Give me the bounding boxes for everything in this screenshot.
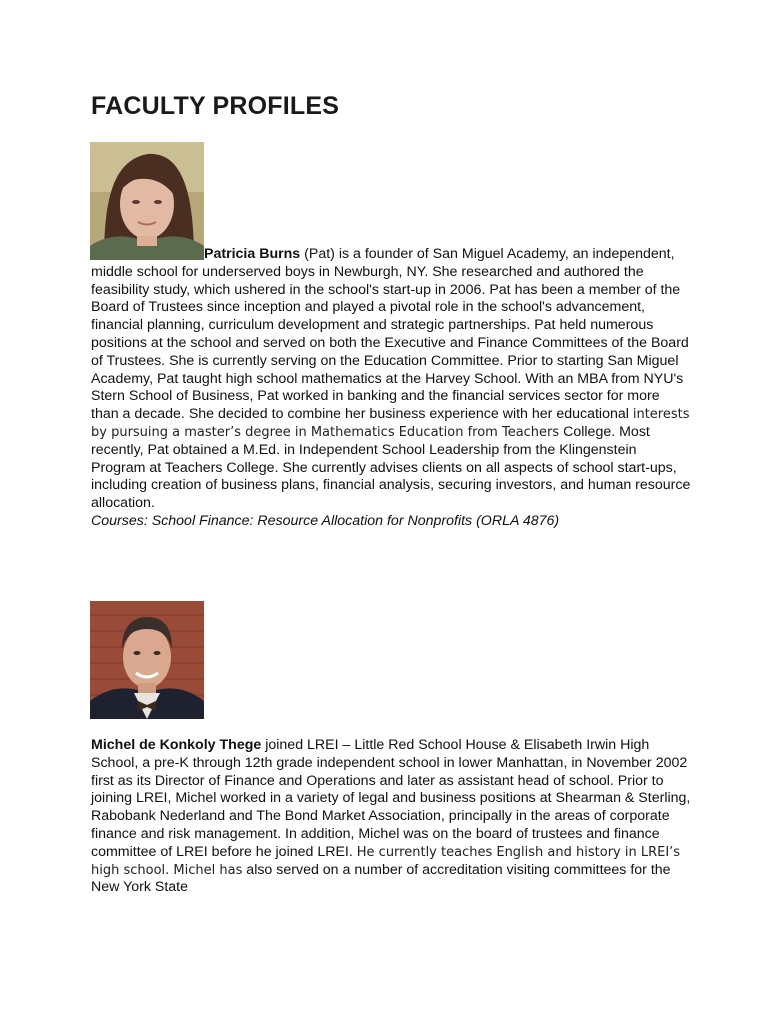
profile-bio-patricia-burns: [91, 246, 691, 531]
profile-photo-michel-de-konkoly-thege: [90, 601, 204, 719]
bio-text-part2: He currently teaches English and history in LREI’s high school. Michel has: [91, 844, 681, 878]
profile-name: Patricia Burns: [204, 246, 301, 262]
bio-text-part1: (Pat) is a founder of San Miguel Academy, an independent, middle school for underserved boys in Newburgh, NY. She researched and authored the feasibility study, which ushered in the school's start-up in 2006. Pat has been a member of the Board of Trustees since inception and played a pivotal role in the school's advancement, financial planning, curriculum development and strategic partnerships. Pat held numerous positions at the school and served on both the Executive and Finance Committees of the Board of Trustees. She is currently serving on the Education Committee. Prior to starting San Miguel Academy, Pat taught high school mathematics at the Harvey School. With an MBA from NYU's Stern School of Business, Pat worked in banking and the financial services sector for more than a decade. She decided to combine her business experience with her educational: [91, 246, 689, 423]
profile-name: Michel de Konkoly Thege: [91, 737, 262, 753]
page-title: FACULTY PROFILES: [91, 92, 340, 120]
bio-text-part3: College. Most recently, Pat obtained a M.Ed. in Independent School Leadership from the Klingenstein Program at Teachers College. She currently advises clients on all aspects of school start-ups, including creation of business plans, financial analysis, securing investors, and human resource allocation.: [91, 423, 691, 512]
bio-text-part3: also served on a number of accreditation visiting committees for the New York State: [91, 861, 671, 896]
courses-line: Courses: School Finance: Resource Allocation for Nonprofits (ORLA 4876): [91, 512, 560, 529]
portrait-man-icon: [90, 601, 204, 719]
bio-text-part2: interests by pursuing a master’s degree in Mathematics Education from Teachers: [91, 407, 690, 440]
portrait-woman-icon: [90, 142, 204, 260]
bio-text-part1: joined LREI – Little Red School House & Elisabeth Irwin High School, a pre-K through 12th grade independent school in lower Manhattan, in November 2002 first as its Director of Finance and Operations and later as assistant head of school. Prior to joining LREI, Michel worked in a variety of legal and business positions at Shearman & Sterling, Rabobank Nederland and The Bond Market Association, principally in the areas of corporate finance and risk management. In addition, Michel was on the board of trustees and finance committee of LREI before he joined LREI.: [91, 737, 691, 860]
profile-bio-michel-de-konkoly-thege: [91, 737, 691, 897]
profile-photo-patricia-burns: [90, 142, 204, 260]
